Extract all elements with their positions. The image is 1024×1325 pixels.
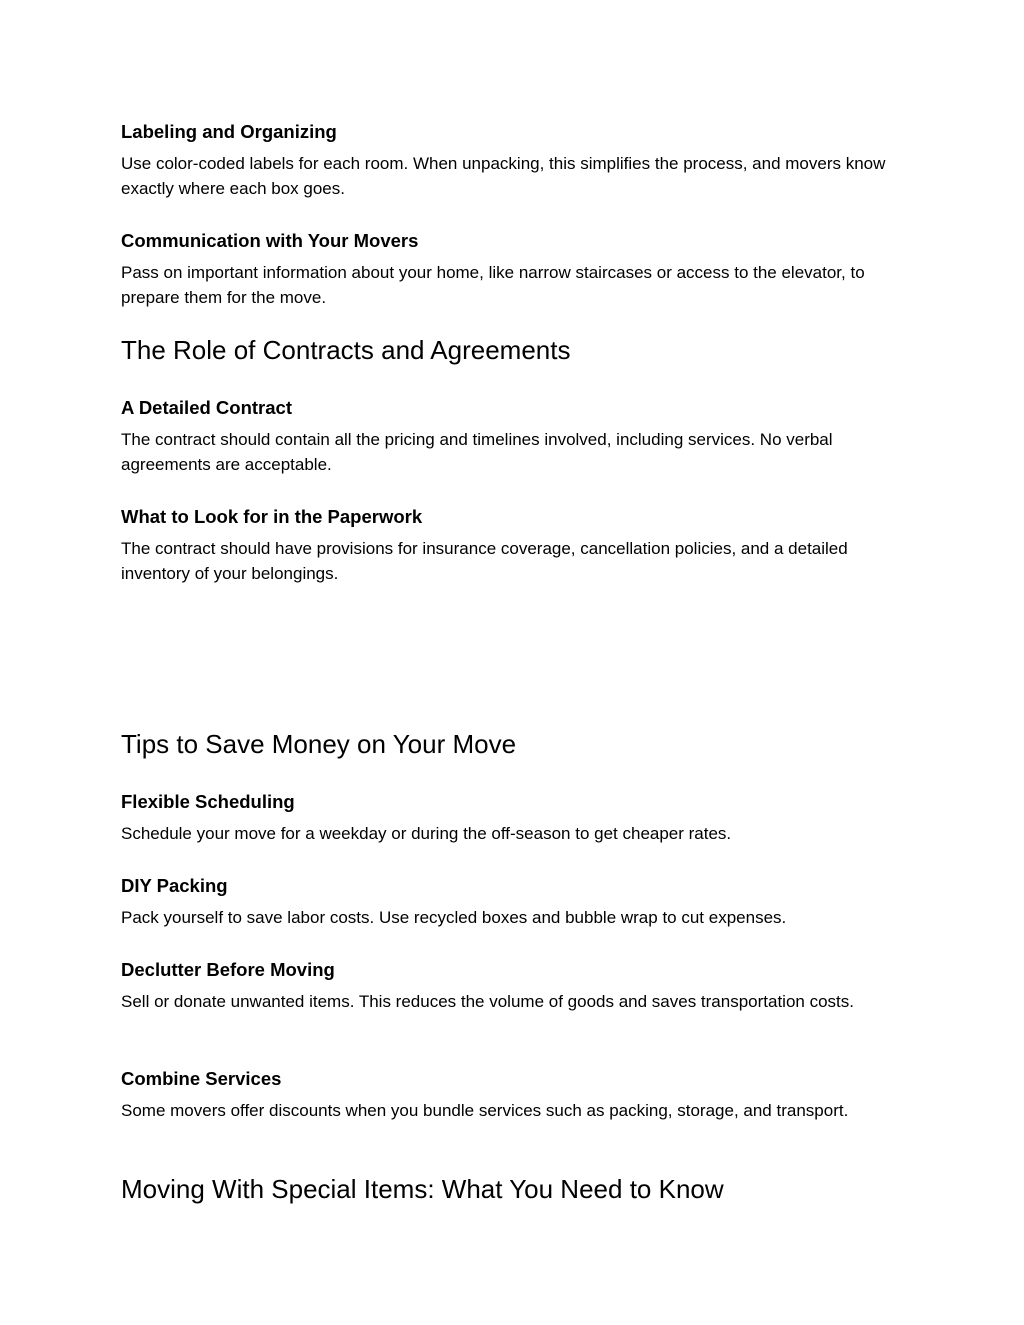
diy-packing-heading: DIY Packing [121, 875, 228, 896]
flexible-scheduling-body: Schedule your move for a weekday or during the off-season to get cheaper rates. [121, 824, 732, 843]
special-items-section-title: Moving With Special Items: What You Need to Know [121, 1174, 724, 1204]
detailed-contract-body: The contract should contain all the pricing and timelines involved, including services. No verbal agreements are acceptable. [121, 430, 833, 474]
paperwork-body: The contract should have provisions for insurance coverage, cancellation policies, and a detailed inventory of your belongings. [121, 539, 848, 583]
communication-heading: Communication with Your Movers [121, 230, 419, 251]
detailed-contract-heading: A Detailed Contract [121, 397, 292, 418]
paperwork-heading: What to Look for in the Paperwork [121, 506, 423, 527]
declutter-body: Sell or donate unwanted items. This reduces the volume of goods and saves transportation costs. [121, 992, 854, 1011]
labeling-heading: Labeling and Organizing [121, 121, 337, 142]
declutter-heading: Declutter Before Moving [121, 959, 335, 980]
contracts-section-title: The Role of Contracts and Agreements [121, 335, 571, 365]
communication-body: Pass on important information about your home, like narrow staircases or access to the elevator, to prepare them for the move. [121, 263, 865, 307]
flexible-scheduling-heading: Flexible Scheduling [121, 791, 295, 812]
combine-services-body: Some movers offer discounts when you bundle services such as packing, storage, and transport. [121, 1101, 849, 1120]
combine-services-heading: Combine Services [121, 1068, 282, 1089]
tips-section-title: Tips to Save Money on Your Move [121, 729, 517, 759]
labeling-body: Use color-coded labels for each room. When unpacking, this simplifies the process, and movers know exactly where each box goes. [121, 154, 886, 198]
diy-packing-body: Pack yourself to save labor costs. Use recycled boxes and bubble wrap to cut expenses. [121, 908, 787, 927]
